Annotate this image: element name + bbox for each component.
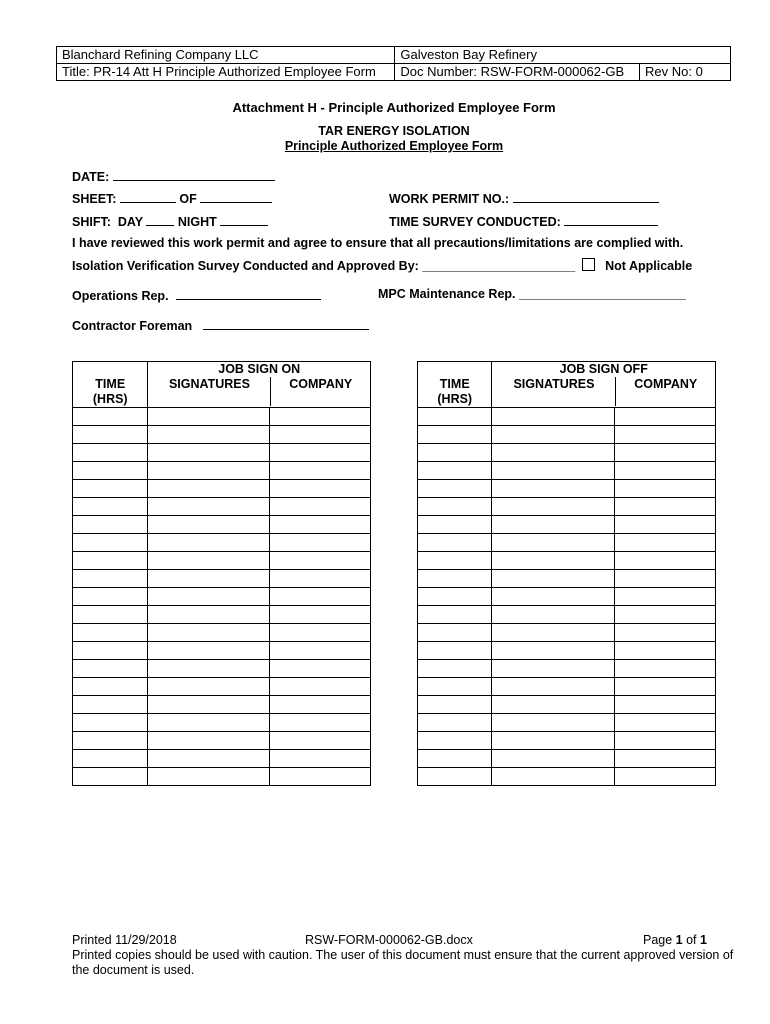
company-cell[interactable] [615,534,716,552]
signature-row [418,696,716,714]
signature-cell[interactable] [492,624,615,642]
contractor-foreman-field [72,317,369,333]
signature-row [418,426,716,444]
company-cell[interactable] [270,408,371,426]
company-cell[interactable] [270,696,371,714]
company-cell[interactable] [270,444,371,462]
time-cell[interactable] [73,696,148,714]
day-label: DAY [117,215,143,229]
signature-cell[interactable] [492,768,615,786]
time-cell[interactable] [418,732,492,750]
company-cell[interactable] [615,606,716,624]
signature-cell[interactable] [492,588,615,606]
sign-off-header [492,362,716,408]
signature-cell[interactable] [492,552,615,570]
signature-cell[interactable] [492,714,615,732]
signature-row [418,588,716,606]
signature-row [418,624,716,642]
date-input-line[interactable] [113,168,275,181]
company-cell[interactable] [270,516,371,534]
company-cell[interactable] [615,732,716,750]
printed-date: Printed 11/29/2018 [72,933,177,947]
signature-row [73,516,371,534]
company-name: Blanchard Refining Company LLC [57,47,395,64]
document-title: Title: PR-14 Att H Principle Authorized Employee Form [57,64,395,81]
signature-cell[interactable] [148,570,270,588]
signature-row [418,678,716,696]
sign-on-header [148,362,371,408]
time-cell[interactable] [418,696,492,714]
time-cell[interactable] [73,516,148,534]
signature-cell[interactable] [148,552,270,570]
time-cell[interactable] [73,642,148,660]
date-field [72,168,275,184]
company-cell[interactable] [270,678,371,696]
signature-cell[interactable] [492,750,615,768]
time-cell[interactable] [73,768,148,786]
signature-cell[interactable] [148,660,270,678]
of-label: OF [179,192,197,206]
shift-field [72,213,268,229]
doc-number: Doc Number: RSW-FORM-000062-GB [395,64,640,81]
time-cell[interactable] [73,732,148,750]
caution-line-2: the document is used. [72,963,195,977]
signature-row [418,552,716,570]
not-applicable-label: Not Applicable [605,259,693,273]
company-cell[interactable] [270,570,371,588]
company-cell[interactable] [270,732,371,750]
signature-cell[interactable] [148,462,270,480]
time-cell[interactable] [418,624,492,642]
mpc-maintenance-rep-field: MPC Maintenance Rep. ________________________ [378,287,686,301]
time-cell[interactable] [418,426,492,444]
form-name-heading: Principle Authorized Employee Form [284,139,504,153]
signature-row [73,660,371,678]
signature-cell[interactable] [492,462,615,480]
signature-cell[interactable] [492,534,615,552]
company-cell[interactable] [270,624,371,642]
signature-row [418,750,716,768]
time-survey-field [389,213,658,229]
company-cell[interactable] [270,552,371,570]
company-cell[interactable] [615,750,716,768]
time-cell[interactable] [73,480,148,498]
time-cell[interactable] [73,534,148,552]
signature-row [73,606,371,624]
signature-row [73,462,371,480]
agreement-statement: I have reviewed this work permit and agree to ensure that all precautions/limitations are complied with. [72,236,684,250]
company-cell[interactable] [615,642,716,660]
signature-row [73,426,371,444]
day-input-line[interactable] [146,213,174,226]
signature-cell[interactable] [148,642,270,660]
job-sign-off-title: JOB SIGN OFF [559,362,648,376]
signature-row [418,570,716,588]
company-cell[interactable] [270,642,371,660]
company-cell[interactable] [270,660,371,678]
signature-row [73,678,371,696]
sheet-total-input-line[interactable] [200,190,272,203]
work-permit-label: WORK PERMIT NO.: [389,192,510,206]
company-cell[interactable] [270,750,371,768]
signature-cell[interactable] [492,498,615,516]
company-cell[interactable] [270,462,371,480]
company-cell[interactable] [615,768,716,786]
signature-row [418,462,716,480]
signature-row [73,714,371,732]
signature-cell[interactable] [148,498,270,516]
signature-row [418,498,716,516]
signature-row [418,606,716,624]
signature-cell[interactable] [148,678,270,696]
time-cell[interactable] [418,552,492,570]
attachment-heading: Attachment H - Principle Authorized Employee Form [232,100,556,115]
signature-row [418,732,716,750]
time-cell[interactable] [73,408,148,426]
sheet-input-line[interactable] [120,190,176,203]
rev-number: Rev No: 0 [640,64,731,81]
job-sign-on-table [72,361,371,786]
signatures-header: SIGNATURES [513,377,595,391]
signature-row [73,732,371,750]
time-cell[interactable] [418,606,492,624]
company-cell[interactable] [270,588,371,606]
signature-cell[interactable] [148,408,270,426]
page-number: Page 1 of 1 [643,933,707,947]
signature-row [73,642,371,660]
company-cell[interactable] [615,624,716,642]
date-label: DATE: [72,170,110,184]
company-cell[interactable] [270,768,371,786]
not-applicable-checkbox[interactable] [582,258,595,271]
time-cell[interactable] [73,660,148,678]
signature-row [418,444,716,462]
signature-row [73,552,371,570]
time-cell[interactable] [73,750,148,768]
company-cell[interactable] [270,426,371,444]
job-sign-on-title: JOB SIGN ON [218,362,301,376]
signature-cell[interactable] [492,480,615,498]
time-hrs-header: TIME (HRS) [73,362,148,408]
company-cell[interactable] [615,426,716,444]
signature-row [418,480,716,498]
company-cell[interactable] [615,516,716,534]
time-cell[interactable] [418,678,492,696]
operations-rep-label: Operations Rep. [72,289,169,303]
time-cell[interactable] [418,750,492,768]
time-cell[interactable] [418,534,492,552]
signature-row [418,516,716,534]
signature-row [73,534,371,552]
caution-line-1: Printed copies should be used with caution. The user of this document must ensure that the current approved version of [72,948,734,962]
signature-row [73,444,371,462]
signature-cell[interactable] [148,480,270,498]
company-cell[interactable] [270,534,371,552]
signature-cell[interactable] [492,678,615,696]
operations-rep-input-line[interactable] [176,287,321,300]
signature-cell[interactable] [148,696,270,714]
signature-row [418,768,716,786]
time-cell[interactable] [73,588,148,606]
signature-cell[interactable] [492,732,615,750]
sheet-field [72,190,272,206]
signature-cell[interactable] [148,534,270,552]
signatures-header: SIGNATURES [168,377,250,391]
company-cell[interactable] [615,498,716,516]
company-cell[interactable] [615,588,716,606]
work-permit-input-line[interactable] [513,190,659,203]
time-cell[interactable] [418,768,492,786]
company-cell[interactable] [615,552,716,570]
company-cell[interactable] [615,480,716,498]
time-cell[interactable] [418,714,492,732]
company-cell[interactable] [270,606,371,624]
signature-cell[interactable] [148,588,270,606]
signature-row [73,498,371,516]
operations-rep-field [72,287,321,303]
signature-cell[interactable] [492,426,615,444]
signature-row [418,642,716,660]
footer-filename: RSW-FORM-000062-GB.docx [305,933,473,947]
company-header: COMPANY [615,377,715,406]
signature-cell[interactable] [148,426,270,444]
company-cell[interactable] [615,678,716,696]
time-cell[interactable] [418,516,492,534]
signature-cell[interactable] [492,660,615,678]
company-cell[interactable] [615,660,716,678]
time-cell[interactable] [73,444,148,462]
signature-cell[interactable] [148,750,270,768]
time-cell[interactable] [73,462,148,480]
company-cell[interactable] [615,696,716,714]
signature-cell[interactable] [148,768,270,786]
signature-cell[interactable] [492,642,615,660]
time-cell[interactable] [73,570,148,588]
energy-isolation-heading: TAR ENERGY ISOLATION [318,124,470,138]
company-header: COMPANY [270,377,370,406]
signature-cell[interactable] [492,606,615,624]
time-cell[interactable] [418,444,492,462]
company-cell[interactable] [270,498,371,516]
time-cell[interactable] [418,462,492,480]
night-input-line[interactable] [220,213,268,226]
time-cell[interactable] [73,498,148,516]
sheet-label: SHEET: [72,192,117,206]
company-cell[interactable] [615,714,716,732]
document-header-table [56,46,731,81]
time-cell[interactable] [73,426,148,444]
company-cell[interactable] [615,570,716,588]
signature-cell[interactable] [148,714,270,732]
contractor-foreman-label: Contractor Foreman [72,319,193,333]
signature-cell[interactable] [492,696,615,714]
time-cell[interactable] [418,498,492,516]
night-label: NIGHT [177,215,217,229]
signature-row [418,660,716,678]
site-name: Galveston Bay Refinery [395,47,731,64]
work-permit-field [389,190,659,206]
time-survey-input-line[interactable] [564,213,658,226]
company-cell[interactable] [615,444,716,462]
signature-row [73,624,371,642]
time-cell[interactable] [73,552,148,570]
signature-cell[interactable] [492,516,615,534]
isolation-verification-field [72,258,692,273]
time-cell[interactable] [73,606,148,624]
time-survey-label: TIME SURVEY CONDUCTED: [389,215,561,229]
signature-row [73,768,371,786]
signature-row [73,750,371,768]
signature-cell[interactable] [492,408,615,426]
signature-row [418,534,716,552]
time-cell[interactable] [418,570,492,588]
signature-cell[interactable] [492,444,615,462]
signature-row [418,408,716,426]
signature-cell[interactable] [148,732,270,750]
time-cell[interactable] [418,588,492,606]
signature-row [73,588,371,606]
contractor-foreman-input-line[interactable] [203,317,369,330]
signature-row [73,570,371,588]
signature-row [418,714,716,732]
signature-cell[interactable] [148,606,270,624]
company-cell[interactable] [270,714,371,732]
time-cell[interactable] [418,408,492,426]
time-cell[interactable] [73,714,148,732]
job-sign-off-table [417,361,716,786]
signature-cell[interactable] [492,570,615,588]
signature-cell[interactable] [148,516,270,534]
shift-label: SHIFT: [72,215,111,229]
signature-cell[interactable] [148,624,270,642]
company-cell[interactable] [615,408,716,426]
time-hrs-header: TIME (HRS) [418,362,492,408]
signature-cell[interactable] [148,444,270,462]
isolation-verification-label: Isolation Verification Survey Conducted and Approved By: ______________________ [72,259,576,273]
time-cell[interactable] [418,642,492,660]
signature-row [73,696,371,714]
time-cell[interactable] [418,660,492,678]
time-cell[interactable] [73,678,148,696]
time-cell[interactable] [73,624,148,642]
company-cell[interactable] [270,480,371,498]
company-cell[interactable] [615,462,716,480]
signature-row [73,480,371,498]
signature-row [73,408,371,426]
time-cell[interactable] [418,480,492,498]
